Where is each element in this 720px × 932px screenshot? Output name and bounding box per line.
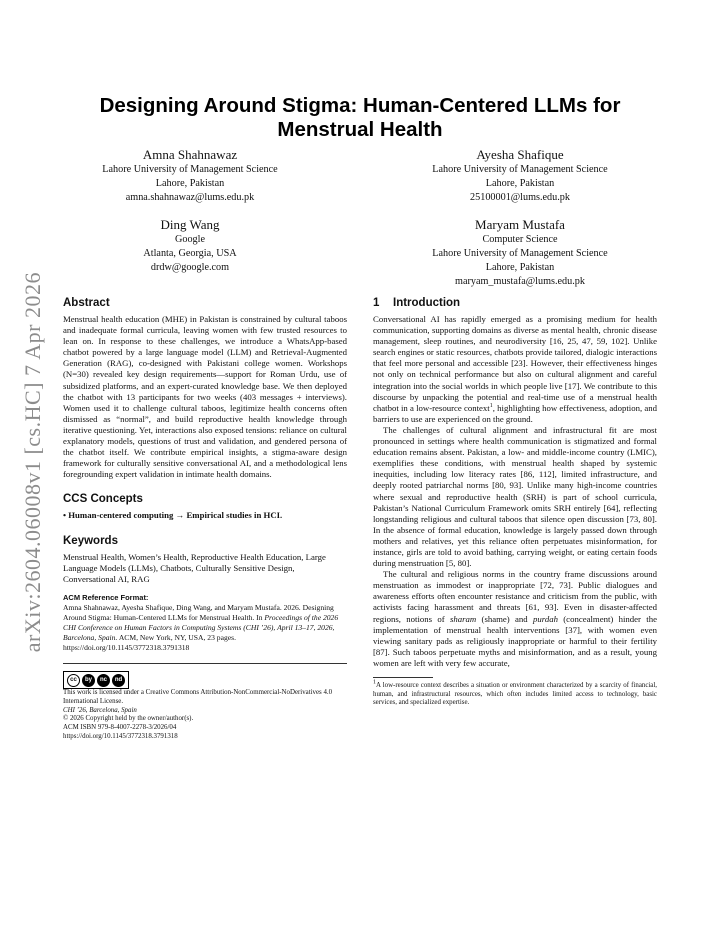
author-location: Lahore, Pakistan [485, 262, 555, 273]
license-venue: CHI ’26, Barcelona, Spain [63, 706, 137, 714]
keywords-heading: Keywords [63, 534, 118, 547]
author-block-3 [70, 216, 310, 275]
author-name: Ayesha Shafique [476, 147, 564, 162]
by-icon: by [82, 674, 95, 687]
author-email: drdw@google.com [150, 262, 230, 273]
author-block-2 [375, 146, 665, 205]
author-name: Amna Shahnawaz [142, 147, 238, 162]
author-department: Computer Science [482, 234, 558, 245]
intro-p1-text-b: , highlighting how effectiveness, adoption, and barriers to use are experienced on the ground. [373, 402, 657, 424]
intro-p3-text-a: The cultural and religious norms in the country frame discussions around menstruation as immodest or inappropriate [72, 73]. Public dialogues and awareness efforts often encounter resistance and criticism from the public, with activists facing harassment and threats [61, 93]. Even in disaster-affected regions, notions of [373, 569, 657, 624]
nc-icon: nc [97, 674, 110, 687]
author-email: maryam_mustafa@lums.edu.pk [455, 276, 585, 287]
license-divider [63, 663, 347, 664]
intro-p1-text-a: Conversational AI has rapidly emerged as a promising medium for health communication, supporting domains as diverse as mental health, chronic disease management, sleep routines, and neurodiversity [16, 25, 47, 59, 102]. Unlike search engines or static resources, chatbots provide tailored, dialogic interactions that feel more personal and accessible [23]. However, their effectiveness hinges not only on technical performance but also on cultural alignment and careful integration into the social worlds in which people live [17]. We contribute to this discourse by unpacking the potential and real-time use of a menstrual health chatbot in a low-resource context [373, 314, 657, 413]
intro-p3-term-purdah: purdah [532, 613, 558, 624]
author-affiliation: Lahore University of Management Science [102, 164, 278, 175]
intro-p3-text-b: (shame) and [476, 613, 533, 624]
section-number: 1 [373, 297, 380, 309]
abstract-heading: Abstract [63, 297, 110, 309]
author-affiliation: Lahore University of Management Science [432, 248, 608, 259]
footnote-divider [373, 677, 433, 678]
nd-icon: nd [112, 674, 125, 687]
author-location: Lahore, Pakistan [485, 178, 555, 189]
introduction-heading [373, 296, 657, 310]
author-name: Ding Wang [160, 217, 220, 232]
abstract-text: Menstrual health education (MHE) in Pakistan is constrained by cultural taboos and inadequate formal curricula, leaving women with few trusted resources to lean on. In response to these challenges, we introduce a WhatsApp-based chatbot powered by a large language model (LLM) and Retrieval-Augmented Generation (RAG), co-designed with Pakistani college women. Workshops (N=30) revealed key design requirements—support for Roman Urdu, use of subsidized platforms, and an expert-curated knowledge base. We then deployed the chatbot with 13 participants for two weeks (403 messages + interviews). Women used it to challenge cultural taboos, legitimize health concerns often dismissed as “normal”, and build reproductive health knowledge through iterative questioning. Yet, interactions also exposed tensions: reliance on cultural explanatory models, questions of trust and validation, and gendered persona of the chatbot itself. We contribute empirical insights, a stigma-aware design framework for culturally sensitive conversational AI, and a methodological lens foregrounding expert validation in intimate health domains. [63, 314, 347, 480]
intro-paragraph-3 [373, 569, 657, 669]
acm-reference-text [63, 603, 347, 653]
author-block-1 [70, 146, 310, 205]
author-name: Maryam Mustafa [475, 217, 565, 232]
intro-p3-text-c: (concealment) hinder the implementation of menstrual health interventions [37], with women even viewing sanitary pads as religiously inappropriate or harmful to their fertility [87]. Such taboos perpetuate myths and misinformation, and as a result, young women are left with very few accurate, [373, 613, 657, 668]
author-affiliation: Lahore University of Management Science [432, 164, 608, 175]
isbn-text: ACM ISBN 979-8-4007-2278-3/2026/04 [63, 724, 177, 732]
acm-reference-heading: ACM Reference Format: [63, 592, 149, 602]
author-affiliation: Google [175, 234, 205, 245]
keywords-text: Menstrual Health, Women’s Health, Reproductive Health Education, Large Language Models (LLMs), Chatbots, Culturally Sensitive Design, Conversational AI, RAG [63, 551, 326, 584]
author-email: 25100001@lums.edu.pk [470, 192, 570, 203]
footnote-number: 1 [373, 679, 376, 686]
footnote [373, 679, 657, 708]
cc-license-badge [63, 671, 129, 689]
author-location: Atlanta, Georgia, USA [143, 248, 237, 259]
ccs-text: • Human-centered computing → Empirical studies in HCI. [63, 510, 283, 521]
license-text: This work is licensed under a Creative Commons Attribution-NonCommercial-NoDerivatives 4.0 International License. [63, 689, 333, 705]
ccs-heading: CCS Concepts [63, 493, 143, 506]
cc-icon: cc [67, 674, 80, 687]
right-column [373, 296, 657, 708]
author-location: Lahore, Pakistan [155, 178, 225, 189]
intro-p3-term-sharam: sharam [449, 613, 477, 624]
left-column [63, 296, 347, 741]
section-title: Introduction [393, 297, 461, 309]
author-email: amna.shahnawaz@lums.edu.pk [125, 192, 255, 203]
intro-paragraph-1 [373, 314, 657, 425]
paper-title: Designing Around Stigma: Human-Centered LLMs for Menstrual Health [99, 94, 621, 141]
doi-link[interactable]: https://doi.org/10.1145/3772318.3791318 [63, 732, 178, 740]
arxiv-identifier [18, 262, 48, 662]
author-block-4 [375, 216, 665, 289]
acm-reference-venue: Proceedings of the 2026 CHI Conference on Human Factors in Computing Systems (CHI ’26), April 13–17, 2026, Barcelona, Spain. [63, 612, 339, 643]
intro-paragraph-2: The challenges of cultural alignment and infrastructural fit are most pronounced in settings where health communication is stigmatized and formal education remains absent. Pakistan, a low- and middle-income country (LMIC), exemplifies these conditions, with menstrual health shaped by systemic inequities, including low literacy rates [86, 112], limited infrastructure, and deeply rooted patriarchal norms [80, 93]. Unlike many high-income countries where sexual and reproductive health (SRH) is part of school curricula, Pakistan’s National Curriculum Framework omits SRH entirely [64], reflecting longstanding religious and cultural taboos that silence open discussion [73, 80]. In the absence of formal education, knowledge is largely passed down through mothers and relatives, yet this reliance often perpetuates misinformation, for instance, girls are told to avoid bathing, carrying weight, or eating certain foods during menstruation [5, 80]. [373, 424, 657, 569]
acm-reference-tail: ACM, New York, NY, USA, 23 pages. https://doi.org/10.1145/3772318.3791318 [63, 633, 236, 653]
acm-reference-authors: Amna Shahnawaz, Ayesha Shafique, Ding Wang, and Maryam Mustafa. 2026. Designing Around Stigma: Human-Centered LLMs for Menstrual Health. In [63, 602, 334, 622]
footnote-marker[interactable]: 1 [489, 402, 493, 409]
copyright-text: © 2026 Copyright held by the owner/author(s). [63, 715, 194, 723]
arxiv-label: arXiv:2604.06008v1 [cs.HC] 7 Apr 2026 [20, 271, 45, 653]
footnote-text: A low-resource context describes a situation or environment characterized by a scarcity of financial, human, and infrastructural resources, which often includes limited access to technology, basic services, and specialized expertise. [373, 682, 657, 707]
